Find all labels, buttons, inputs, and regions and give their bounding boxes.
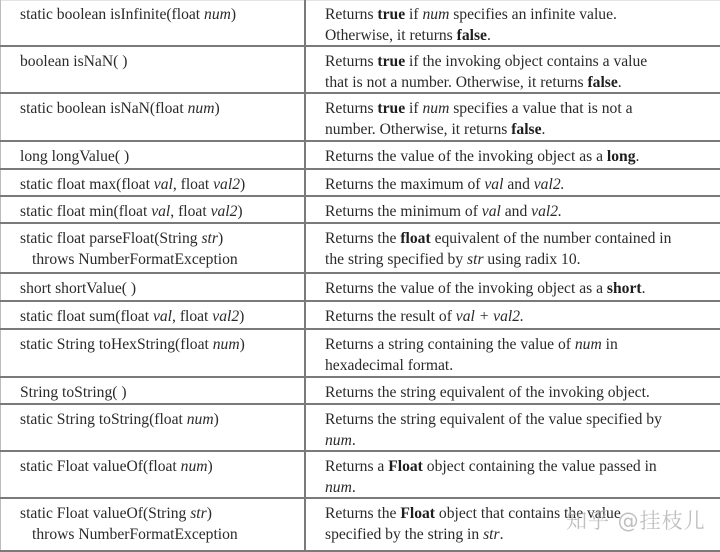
- text-run: , float: [172, 176, 214, 193]
- method-signature: [0, 330, 306, 376]
- text-run: String toString( ): [20, 384, 127, 401]
- text-run: Returns a: [325, 458, 389, 475]
- text-run: that is not a number. Otherwise, it returns: [325, 74, 588, 91]
- method-description-line: [325, 174, 720, 195]
- text-run: equivalent of the number contained in: [430, 230, 672, 247]
- param-text: str: [201, 230, 218, 247]
- text-run: in: [601, 336, 618, 353]
- method-description-line: [325, 228, 720, 249]
- method-description: [306, 452, 720, 497]
- method-description-line: [325, 409, 720, 430]
- table-row: [0, 452, 720, 499]
- table-row: [0, 142, 720, 170]
- method-description-line: [325, 72, 720, 93]
- method-description-line: [325, 477, 720, 498]
- method-signature-line: [20, 201, 304, 222]
- param-text: val2.: [531, 203, 562, 220]
- param-text: num: [186, 411, 214, 428]
- method-signature-line: [20, 278, 304, 299]
- method-signature-line: [20, 524, 304, 545]
- param-text: num: [325, 479, 352, 496]
- method-signature-line: [20, 174, 304, 195]
- text-run: if the invoking object contains a value: [405, 53, 648, 70]
- table-row: [0, 0, 720, 47]
- text-run: Returns the string equivalent of the value specified by: [325, 411, 662, 428]
- text-run: Returns a string containing the value of: [325, 336, 575, 353]
- text-run: Returns the string equivalent of the invoking object.: [325, 384, 650, 401]
- method-signature: [0, 302, 306, 328]
- param-text: str: [467, 251, 484, 268]
- text-run: long longValue( ): [20, 148, 130, 165]
- text-run: Returns: [325, 53, 378, 70]
- method-description: [306, 302, 720, 328]
- method-description: [306, 94, 720, 140]
- method-signature-line: [20, 382, 304, 403]
- method-signature-line: [20, 503, 304, 524]
- text-run: Returns the result of: [325, 308, 456, 325]
- param-text: val: [484, 176, 504, 193]
- text-run: object that contains the value: [435, 505, 621, 522]
- param-text: val: [152, 308, 173, 325]
- text-run: ): [214, 100, 220, 117]
- text-run: .: [486, 27, 491, 44]
- method-description: [306, 330, 720, 376]
- method-description-line: [325, 51, 720, 72]
- text-run: static float sum(float: [20, 308, 153, 325]
- text-run: static Float valueOf(float: [20, 458, 181, 475]
- method-description-line: [325, 503, 720, 524]
- method-signature: [0, 499, 306, 550]
- method-description: [306, 197, 720, 222]
- text-run: boolean isNaN( ): [20, 53, 128, 70]
- text-run: hexadecimal format.: [325, 357, 454, 374]
- method-signature-line: [20, 98, 304, 119]
- text-run: Returns the maximum of: [325, 176, 485, 193]
- table-row: [0, 170, 720, 197]
- keyword-text: short: [606, 280, 642, 297]
- table-row: [0, 499, 720, 552]
- method-signature-line: [20, 4, 304, 25]
- text-run: Returns the value of the invoking object as a: [325, 148, 607, 165]
- text-run: static float min(float: [20, 203, 152, 220]
- param-text: num: [574, 336, 602, 353]
- text-run: specifies an infinite value.: [449, 6, 617, 23]
- method-signature: [0, 47, 306, 92]
- method-signature-line: [20, 409, 304, 430]
- param-text: num: [180, 458, 208, 475]
- method-description-line: [325, 4, 720, 25]
- text-run: ): [239, 308, 245, 325]
- method-signature-line: [20, 456, 304, 477]
- method-description: [306, 47, 720, 92]
- param-text: val: [481, 203, 501, 220]
- method-description: [306, 405, 720, 450]
- watermark: 知乎 @挂枝儿: [566, 509, 706, 533]
- method-signature: [0, 405, 306, 450]
- text-run: ): [213, 411, 219, 428]
- text-run: , float: [172, 308, 213, 325]
- keyword-text: Float: [400, 505, 436, 522]
- text-run: static float max(float: [20, 176, 154, 193]
- text-run: .: [635, 148, 640, 165]
- param-text: str: [190, 505, 207, 522]
- param-text: val2: [212, 308, 240, 325]
- table-row: [0, 378, 720, 405]
- keyword-text: false: [587, 74, 618, 91]
- method-description-line: [325, 524, 720, 545]
- text-run: throws NumberFormatException: [32, 526, 238, 543]
- text-run: ): [239, 336, 245, 353]
- table-row: [0, 405, 720, 452]
- text-run: throws NumberFormatException: [32, 251, 238, 268]
- keyword-text: true: [377, 6, 406, 23]
- text-run: ): [207, 458, 213, 475]
- method-signature: [0, 452, 306, 497]
- text-run: Returns the: [325, 505, 401, 522]
- table-row: [0, 274, 720, 302]
- param-text: val2.: [533, 176, 565, 193]
- method-description: [306, 274, 720, 300]
- method-description: [306, 170, 720, 195]
- param-text: val: [151, 203, 171, 220]
- param-text: num: [187, 100, 215, 117]
- method-description-line: [325, 334, 720, 355]
- param-text: val + val2.: [455, 308, 524, 325]
- param-text: val: [153, 176, 173, 193]
- text-run: using radix 10.: [483, 251, 581, 268]
- text-run: static boolean isInfinite(float: [20, 6, 205, 23]
- method-signature: [0, 197, 306, 222]
- method-description: [306, 378, 720, 403]
- keyword-text: long: [606, 148, 636, 165]
- method-signature-line: [20, 306, 304, 327]
- param-text: num: [204, 6, 231, 23]
- table-row: [0, 302, 720, 330]
- method-description-line: [325, 382, 720, 403]
- method-description: [306, 224, 720, 272]
- text-run: short shortValue( ): [20, 280, 137, 297]
- param-text: val2: [210, 203, 238, 220]
- keyword-text: float: [400, 230, 431, 247]
- text-run: static float parseFloat(String: [20, 230, 202, 247]
- keyword-text: false: [456, 27, 487, 44]
- method-description-line: [325, 119, 720, 140]
- keyword-text: false: [511, 121, 542, 138]
- table-row: [0, 197, 720, 224]
- method-signature-line: [20, 146, 304, 167]
- method-description-line: [325, 146, 720, 167]
- text-run: Returns the minimum of: [325, 203, 482, 220]
- text-run: ): [217, 230, 224, 247]
- text-run: .: [617, 74, 622, 91]
- text-run: and: [500, 203, 532, 220]
- text-run: specified by the string in: [325, 526, 484, 543]
- text-run: static String toHexString(float: [20, 336, 213, 353]
- text-run: specifies a value that is not a: [449, 100, 633, 117]
- text-run: Returns the value of the invoking object as a: [325, 280, 607, 297]
- method-description-line: [325, 355, 720, 376]
- text-run: number. Otherwise, it returns: [325, 121, 512, 138]
- text-run: the string specified by: [325, 251, 468, 268]
- table-row: [0, 330, 720, 378]
- text-run: Returns: [325, 6, 378, 23]
- param-text: num: [325, 432, 352, 449]
- method-signature: [0, 274, 306, 300]
- method-description: [306, 142, 720, 168]
- method-signature: [0, 224, 306, 272]
- text-run: , float: [170, 203, 211, 220]
- method-description-line: [325, 249, 720, 270]
- text-run: .: [351, 479, 356, 496]
- text-run: if: [405, 6, 423, 23]
- param-text: num: [212, 336, 240, 353]
- method-signature: [0, 142, 306, 168]
- text-run: .: [641, 280, 646, 297]
- param-text: val2: [213, 176, 240, 193]
- method-signature: [0, 0, 306, 45]
- keyword-text: true: [377, 100, 406, 117]
- text-run: and: [503, 176, 534, 193]
- text-run: static Float valueOf(String: [20, 505, 191, 522]
- text-run: static boolean isNaN(float: [20, 100, 188, 117]
- method-description-line: [325, 430, 720, 451]
- method-description-line: [325, 201, 720, 222]
- text-run: ): [237, 203, 243, 220]
- method-description-line: [325, 456, 720, 477]
- method-signature-line: [20, 51, 304, 72]
- method-signature-line: [20, 334, 304, 355]
- text-run: .: [499, 526, 504, 543]
- table-row: [0, 94, 720, 142]
- text-run: if: [405, 100, 423, 117]
- text-run: .: [541, 121, 546, 138]
- text-run: .: [351, 432, 356, 449]
- text-run: object containing the value passed in: [422, 458, 657, 475]
- param-text: num: [422, 100, 450, 117]
- text-run: Otherwise, it returns: [325, 27, 457, 44]
- method-signature: [0, 94, 306, 140]
- method-description: [306, 0, 720, 45]
- table-row: [0, 47, 720, 94]
- text-run: ): [206, 505, 212, 522]
- param-text: str: [483, 526, 500, 543]
- table-row: [0, 224, 720, 274]
- method-description-line: [325, 306, 720, 327]
- method-signature: [0, 170, 306, 195]
- method-description: [306, 499, 720, 550]
- text-run: ): [240, 176, 246, 193]
- text-run: Returns: [325, 100, 378, 117]
- keyword-text: true: [377, 53, 406, 70]
- text-run: ): [230, 6, 237, 23]
- method-signature-line: [20, 249, 304, 270]
- method-description-line: [325, 25, 720, 46]
- method-description-line: [325, 278, 720, 299]
- method-signature-line: [20, 228, 304, 249]
- method-signature: [0, 378, 306, 403]
- method-description-line: [325, 98, 720, 119]
- param-text: num: [422, 6, 450, 23]
- keyword-text: Float: [388, 458, 423, 475]
- text-run: static String toString(float: [20, 411, 187, 428]
- text-run: Returns the: [325, 230, 401, 247]
